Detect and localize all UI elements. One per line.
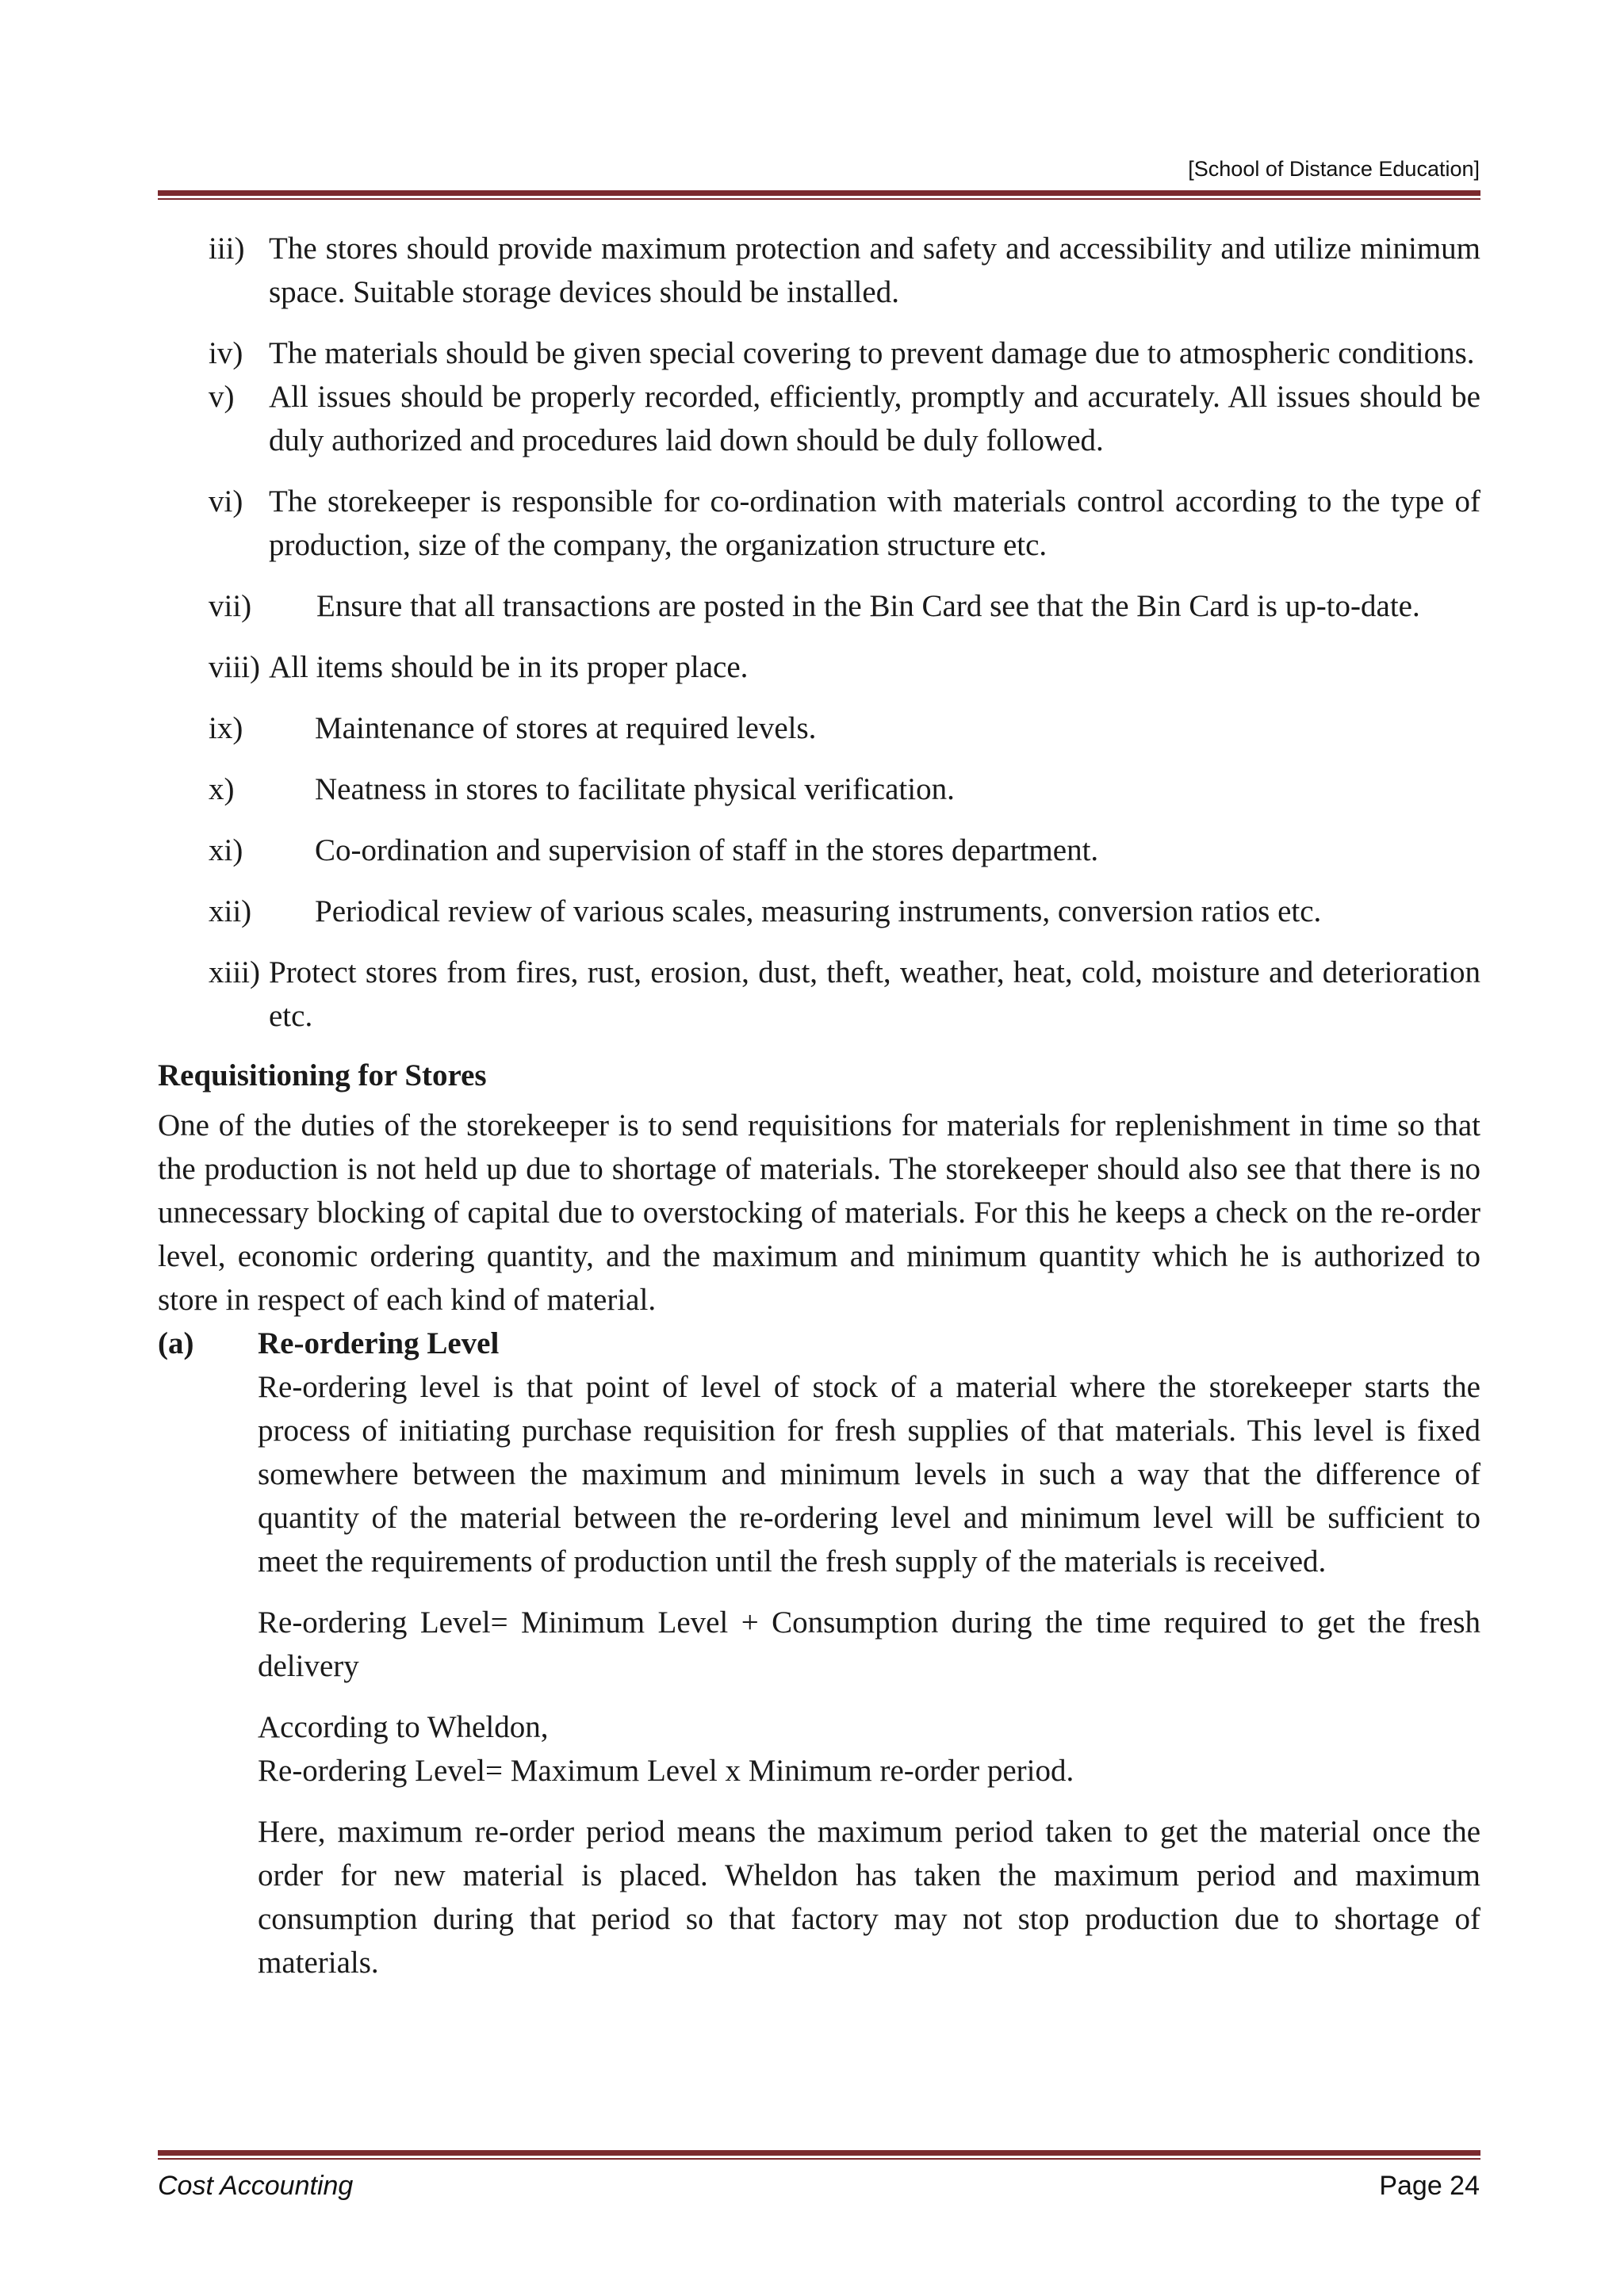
list-item-number: xii) <box>209 894 252 928</box>
list-item-number: iii) <box>209 232 245 266</box>
list-item <box>158 480 1480 567</box>
list-item-number: v) <box>209 380 235 414</box>
list-item-text: Protect stores from fires, rust, erosion, dust, theft, weather, heat, cold, moisture and deterioration etc. <box>269 955 1480 1033</box>
header-institution: [School of Distance Education] <box>1188 157 1480 181</box>
list-item-number: vii) <box>209 589 252 623</box>
list-item <box>158 645 1480 689</box>
formula-minimum: Re-ordering Level= Minimum Level + Consumption during the time required to get the fresh delivery <box>258 1605 1480 1683</box>
wheldon-intro: According to Wheldon, <box>258 1710 549 1744</box>
subsection-title: Re-ordering Level <box>258 1326 500 1360</box>
subsection-explanation: Here, maximum re-order period means the maximum period taken to get the material once the order for new material is placed. Wheldon has taken the maximum period and maximum consumption during that period so that factory may not stop production due to shortage of materials. <box>258 1815 1480 1980</box>
section-heading: Requisitioning for Stores <box>158 1058 487 1093</box>
list-item <box>158 706 1480 750</box>
list-item-text: All items should be in its proper place. <box>269 650 749 684</box>
list-item-number: iv) <box>209 336 243 370</box>
subsection-label: (a) <box>158 1326 194 1360</box>
list-item-text: Neatness in stores to facilitate physical verification. <box>315 772 955 806</box>
list-item-text: The storekeeper is responsible for co-ordination with materials control according to the type of production, size of the company, the organization structure etc. <box>269 484 1480 562</box>
page-content <box>158 227 1480 1984</box>
list-item <box>158 890 1480 933</box>
list-item-text: The stores should provide maximum protection and safety and accessibility and utilize minimum space. Suitable storage devices should be installed. <box>269 232 1480 309</box>
list-item-text: The materials should be given special covering to prevent damage due to atmospheric conditions. <box>269 336 1475 370</box>
page-number: Page 24 <box>1379 2171 1480 2201</box>
list-item-number: ix) <box>209 711 243 745</box>
footer-course: Cost Accounting <box>158 2171 354 2201</box>
list-item-number: xi) <box>209 833 243 867</box>
list-item-number: x) <box>209 772 235 806</box>
list-item-number: xiii) <box>209 955 260 989</box>
list-item <box>158 227 1480 314</box>
section-intro: One of the duties of the storekeeper is to send requisitions for materials for replenishment in time so that the production is not held up due to shortage of materials. The storekeeper should also see that there is no unnecessary blocking of capital due to overstocking of materials. For this he keeps a check on the re-order level, economic ordering quantity, and the maximum and minimum quantity which he is authorized to store in respect of each kind of material. <box>158 1108 1480 1317</box>
header-rule <box>158 190 1480 200</box>
list-item-text: Ensure that all transactions are posted in the Bin Card see that the Bin Card is up-to-date. <box>316 589 1420 623</box>
list-item <box>158 331 1480 375</box>
list-item-text: Maintenance of stores at required levels. <box>315 711 817 745</box>
list-item <box>158 584 1480 628</box>
formula-wheldon: Re-ordering Level= Maximum Level x Minimum re-order period. <box>258 1754 1074 1788</box>
list-item <box>158 951 1480 1038</box>
list-item <box>158 375 1480 462</box>
footer-rule <box>158 2150 1480 2160</box>
subsection-definition: Re-ordering level is that point of level of stock of a material where the storekeeper starts the process of initiating purchase requisition for fresh supplies of that materials. This level is fixed somewhere between the maximum and minimum levels in such a way that the difference of quantity of the material between the re-ordering level and minimum level will be sufficient to meet the requirements of production until the fresh supply of the materials is received. <box>258 1370 1480 1578</box>
list-item-number: vi) <box>209 484 243 519</box>
list-item-text: Co-ordination and supervision of staff in the stores department. <box>315 833 1099 867</box>
list-item <box>158 767 1480 811</box>
list-item-text: All issues should be properly recorded, efficiently, promptly and accurately. All issues should be duly authorized and procedures laid down should be duly followed. <box>269 380 1480 457</box>
list-item <box>158 828 1480 872</box>
subsection-heading <box>158 1322 1480 1365</box>
list-item-number: viii) <box>209 650 260 684</box>
list-item-text: Periodical review of various scales, measuring instruments, conversion ratios etc. <box>315 894 1322 928</box>
